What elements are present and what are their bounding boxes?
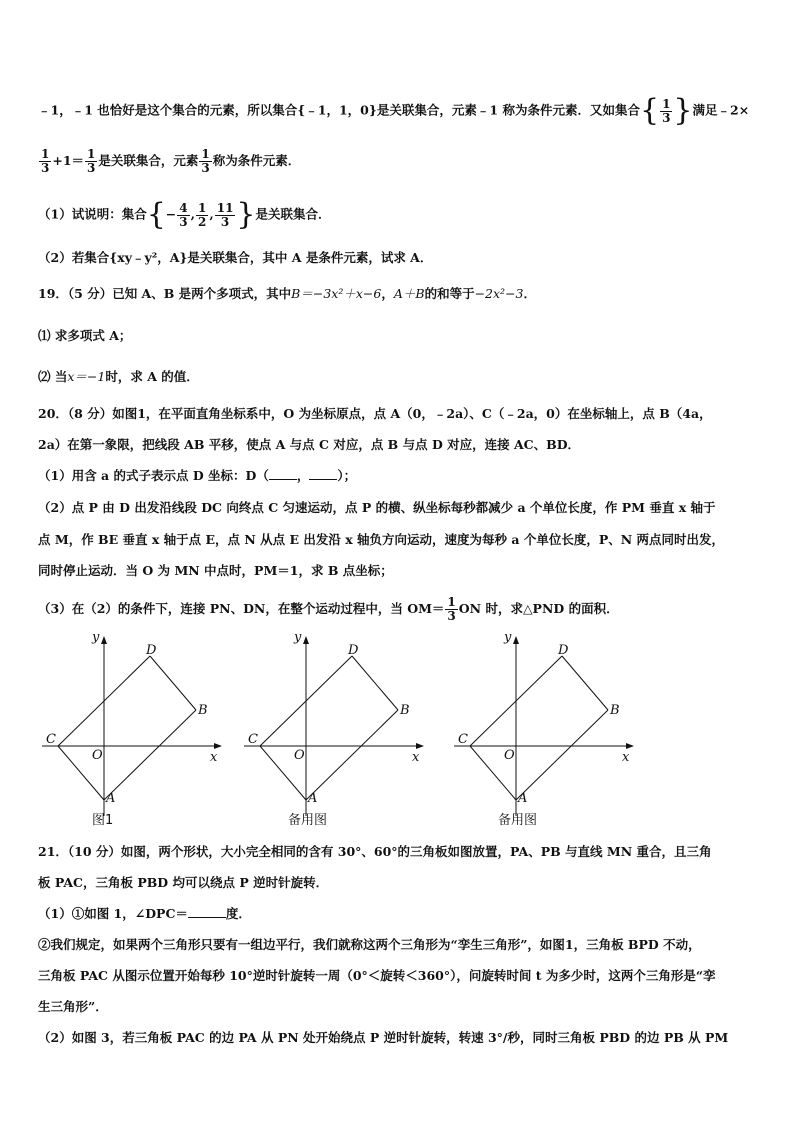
right-brace: } xyxy=(236,197,256,232)
q21-line-4: ②我们规定，如果两个三角形只要有一组边平行，我们就称这两个三角形为“孪生三角形”，如图1，三角板 BPD 不动， xyxy=(38,937,701,952)
fraction xyxy=(660,98,672,125)
q21-line-7: （2）如图 3，若三角板 PAC 的边 PA 从 PN 处开始绕点 P 逆时针旋转，转速 3°/秒，同时三角板 PBD 的边 PB 从 PM xyxy=(38,1030,729,1045)
frac-num: 1 xyxy=(662,96,671,111)
y-axis-label: y xyxy=(294,630,302,645)
q18-text: （1）试说明：集合 xyxy=(38,206,147,222)
y-axis-arrow xyxy=(303,636,309,644)
frac-den: 3 xyxy=(662,110,671,125)
y-axis-label: y xyxy=(92,630,100,645)
q20-text: ， xyxy=(296,468,310,483)
q19-part-2 xyxy=(38,368,199,386)
q20-line-2: 2a）在第一象限，把线段 AB 平移，使点 A 与点 C 对应，点 B 与点 D 对应，连接 AC、BD． xyxy=(38,437,581,452)
figures-area xyxy=(0,626,794,836)
fraction xyxy=(39,148,51,175)
point-C-label: C xyxy=(46,732,56,747)
point-D-label: D xyxy=(146,643,157,658)
origin-label: O xyxy=(294,748,305,763)
fraction xyxy=(215,202,236,229)
segment-DB xyxy=(562,656,608,710)
fraction xyxy=(199,148,211,175)
origin-label: O xyxy=(92,748,103,763)
answer-blank[interactable] xyxy=(309,467,337,480)
frac-num: 1 xyxy=(447,595,456,609)
q18-text: 是关联集合． xyxy=(255,206,331,222)
minus-sign: − xyxy=(165,206,177,222)
left-brace: { xyxy=(639,93,660,128)
point-D-label: D xyxy=(348,643,359,658)
math-expression: −2x²−3 xyxy=(474,286,524,301)
left-brace: { xyxy=(146,197,166,232)
frac-num: 4 xyxy=(179,200,188,215)
frac-den: 3 xyxy=(87,161,96,175)
x-axis-arrow xyxy=(626,743,634,749)
q20-line-6: 同时停止运动．当 O 为 MN 中点时，PM＝1，求 B 点坐标； xyxy=(38,563,393,578)
segment-BA xyxy=(306,710,398,800)
q19-text: 时，求 A 的值． xyxy=(105,369,199,384)
q18-line-2 xyxy=(38,148,300,175)
q19-text: 19．（5 分）已知 A、B 是两个多项式，其中 xyxy=(38,286,292,301)
q21-line-3 xyxy=(38,905,251,923)
frac-num: 1 xyxy=(41,147,50,161)
q20-text: ON 时，求△PND 的面积． xyxy=(458,601,619,616)
q19-part-1: ⑴ 求多项式 A； xyxy=(38,328,132,343)
q18-text: +1＝ xyxy=(52,153,85,168)
fraction xyxy=(85,148,97,175)
point-D-label: D xyxy=(558,643,569,658)
q18-text: ﹣1，﹣1 也恰好是这个集合的元素，所以集合{﹣1，1，0}是关联集合，元素﹣1 称为条件元素．又如集合 xyxy=(38,102,640,118)
figure-caption: 备用图 xyxy=(498,813,538,828)
q20-text: （3）在（2）的条件下，连接 PN、DN，在整个运动过程中，当 OM＝ xyxy=(38,601,445,616)
frac-num: 1 xyxy=(201,147,210,161)
q18-text: 满足﹣2× xyxy=(692,102,750,118)
q20-line-1: 20．（8 分）如图1，在平面直角坐标系中，O 为坐标原点，点 A（0，﹣2a）、C（﹣2a，0）在坐标轴上，点 B（4a， xyxy=(38,406,712,421)
q21-text: （1）①如图 1，∠DPC＝ xyxy=(38,906,188,921)
fraction xyxy=(196,202,208,229)
point-A-label: A xyxy=(518,791,528,806)
segment-DB xyxy=(352,656,398,710)
frac-den: 3 xyxy=(179,214,188,229)
q20-line-5: 点 M，作 BE 垂直 x 轴于点 E，点 N 从点 E 出发沿 x 轴负方向运动，速度为每秒 a 个单位长度，P、N 两点同时出发， xyxy=(38,532,725,547)
y-axis-arrow xyxy=(101,636,107,644)
frac-den: 3 xyxy=(41,161,50,175)
q20-line-7 xyxy=(38,596,619,623)
q19-header xyxy=(38,285,536,303)
math-expression: B＝−3x²＋x−6 xyxy=(291,286,382,301)
right-brace: } xyxy=(673,93,693,128)
q18-text: 称为条件元素． xyxy=(212,153,301,168)
point-B-label: B xyxy=(198,703,208,718)
x-axis-label: x xyxy=(622,750,630,765)
q18-line-1 xyxy=(38,93,750,128)
q21-line-1: 21．（10 分）如图，两个形状，大小完全相同的含有 30°、60°的三角板如图放置，PA、PB 与直线 MN 重合，且三角 xyxy=(38,844,712,859)
answer-blank[interactable] xyxy=(269,467,297,480)
frac-num: 1 xyxy=(198,200,207,215)
q19-text: ． xyxy=(523,286,537,301)
math-expression: x＝−1 xyxy=(67,369,106,384)
fraction xyxy=(177,202,189,229)
point-B-label: B xyxy=(610,703,620,718)
figure-caption: 图1 xyxy=(92,813,114,828)
frac-den: 3 xyxy=(447,609,456,623)
fraction xyxy=(445,596,457,623)
y-axis-label: y xyxy=(504,630,512,645)
point-A-label: A xyxy=(308,791,318,806)
q20-line-4: （2）点 P 由 D 出发沿线段 DC 向终点 C 匀速运动，点 P 的横、纵坐标每秒都减少 a 个单位长度，作 PM 垂直 x 轴于 xyxy=(38,500,716,515)
frac-den: 2 xyxy=(198,214,207,229)
q20-text: （1）用含 a 的式子表示点 D 坐标：D（ xyxy=(38,468,269,483)
q21-line-5: 三角板 PAC 从图示位置开始每秒 10°逆时针旋转一周（0°＜旋转＜360°），问旋转时间 t 为多少时，这两个三角形是“孪 xyxy=(38,968,716,983)
x-axis-arrow xyxy=(214,743,222,749)
q21-line-2: 板 PAC，三角板 PBD 均可以绕点 P 逆时针旋转． xyxy=(38,875,329,890)
frac-num: 1 xyxy=(87,147,96,161)
origin-label: O xyxy=(504,748,515,763)
math-expression: A＋B xyxy=(393,286,425,301)
q21-text: 度． xyxy=(225,906,251,921)
q20-text: ）； xyxy=(337,468,357,483)
point-C-label: C xyxy=(458,732,468,747)
point-A-label: A xyxy=(106,791,116,806)
q18-text: 是关联集合，元素 xyxy=(98,153,199,168)
point-B-label: B xyxy=(400,703,410,718)
y-axis-arrow xyxy=(513,636,519,644)
q21-line-6: 生三角形”． xyxy=(38,999,108,1014)
point-C-label: C xyxy=(248,732,258,747)
frac-den: 3 xyxy=(201,161,210,175)
segment-BA xyxy=(104,710,196,800)
q19-text: ， xyxy=(381,286,394,301)
frac-num: 11 xyxy=(216,200,234,215)
x-axis-label: x xyxy=(412,750,420,765)
frac-den: 3 xyxy=(220,214,230,229)
q20-line-3 xyxy=(38,467,356,485)
q18-part-2: （2）若集合{xy﹣y²，A}是关联集合，其中 A 是条件元素，试求 A． xyxy=(38,250,433,265)
q19-text: ⑵ 当 xyxy=(38,369,68,384)
answer-blank[interactable] xyxy=(188,905,226,918)
q18-part-1: （1）试说明：集合{− $\frac{4}{3}$ , $\frac{1}{2}$ , $\frac{11}{3}$ }是关联集合． xyxy=(38,197,331,232)
x-axis-label: x xyxy=(210,750,218,765)
q19-text: 的和等于 xyxy=(424,286,475,301)
segment-DB xyxy=(150,656,196,710)
segment-BA xyxy=(516,710,608,800)
x-axis-arrow xyxy=(416,743,424,749)
figure-caption: 备用图 xyxy=(288,813,328,828)
